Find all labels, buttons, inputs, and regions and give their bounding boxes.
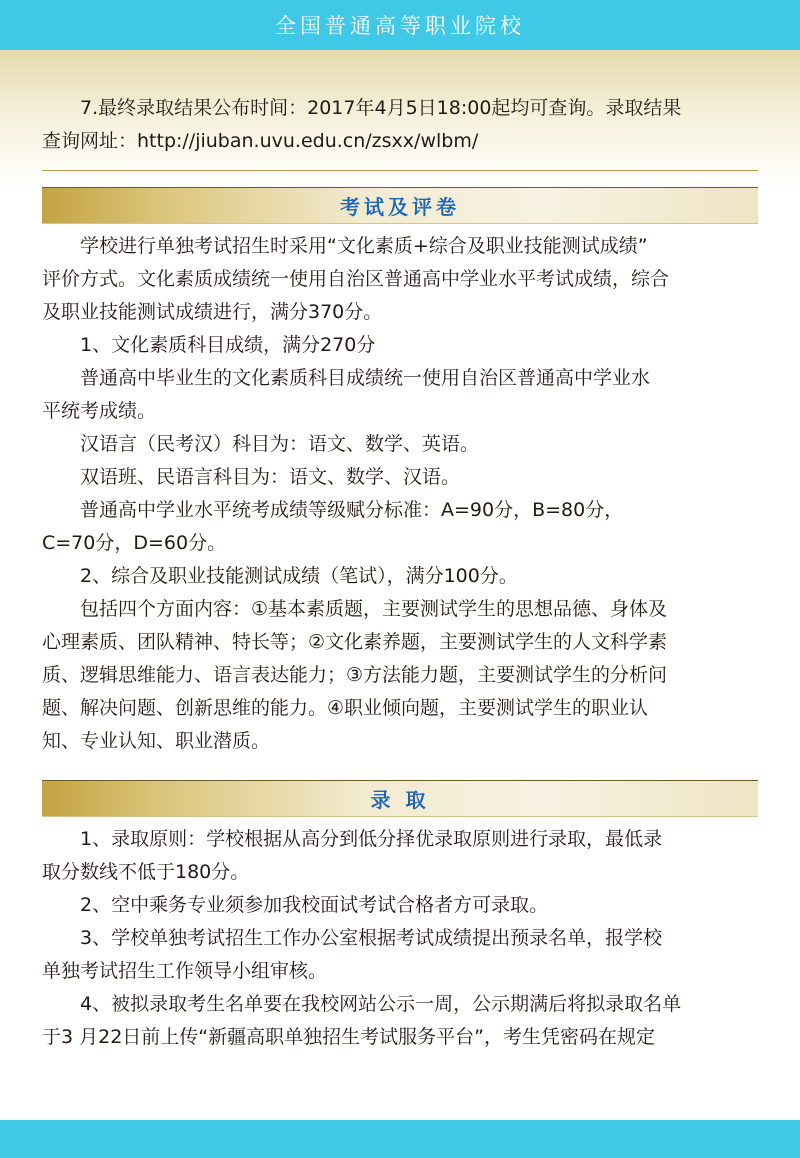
section-header-exam xyxy=(42,187,758,224)
divider xyxy=(42,170,758,171)
bottom-banner xyxy=(0,1120,800,1158)
banner-title: 全国普通高等职业院校 xyxy=(275,14,525,38)
section-title: 录 取 xyxy=(370,788,430,812)
paragraph-line: 于3 月22日前上传“新疆高职单独招生考试服务平台”，考生凭密码在规定 xyxy=(42,1026,655,1048)
paragraph-line: 知、专业认知、职业潜质。 xyxy=(42,730,271,752)
paragraph-line: 双语班、民语言科目为：语文、数学、汉语。 xyxy=(80,466,461,488)
document-body xyxy=(42,92,762,1054)
paragraph-line: C=70分，D=60分。 xyxy=(42,532,227,554)
paragraph-line: 平统考成绩。 xyxy=(42,400,157,422)
paragraph-line: 题、解决问题、创新思维的能力。④职业倾向题，主要测试学生的职业认 xyxy=(42,697,649,719)
paragraph-line: 取分数线不低于180分。 xyxy=(42,861,250,883)
section-body-admission xyxy=(42,823,762,1054)
paragraph-line: 2、空中乘务专业须参加我校面试考试合格者方可录取。 xyxy=(80,894,549,916)
section-title: 考试及评卷 xyxy=(340,195,460,219)
paragraph-line: 单独考试招生工作领导小组审核。 xyxy=(42,960,328,982)
paragraph-line: 质、逻辑思维能力、语言表达能力；③方法能力题，主要测试学生的分析问 xyxy=(42,664,668,686)
section-header-admission xyxy=(42,780,758,817)
paragraph-line: 普通高中学业水平统考成绩等级赋分标准：A=90分，B=80分， xyxy=(80,499,624,521)
paragraph-line: 汉语言（民考汉）科目为：语文、数学、英语。 xyxy=(80,433,480,455)
intro-line: 查询网址：http://jiuban.uvu.edu.cn/zsxx/wlbm/ xyxy=(42,130,479,152)
paragraph-line: 2、综合及职业技能测试成绩（笔试），满分100分。 xyxy=(80,565,518,587)
paragraph-line: 及职业技能测试成绩进行，满分370分。 xyxy=(42,301,383,323)
paragraph-line: 普通高中毕业生的文化素质科目成绩统一使用自治区普通高中学业水 xyxy=(80,367,651,389)
top-banner xyxy=(0,0,800,50)
paragraph-line: 学校进行单独考试招生时采用“文化素质+综合及职业技能测试成绩” xyxy=(80,235,648,257)
paragraph-line: 3、学校单独考试招生工作办公室根据考试成绩提出预录名单，报学校 xyxy=(80,927,663,949)
intro-line: 7.最终录取结果公布时间：2017年4月5日18:00起均可查询。录取结果 xyxy=(80,97,682,119)
paragraph-line: 1、录取原则：学校根据从高分到低分择优录取原则进行录取，最低录 xyxy=(80,828,663,850)
paragraph-line: 评价方式。文化素质成绩统一使用自治区普通高中学业水平考试成绩，综合 xyxy=(42,268,670,290)
section-body-exam xyxy=(42,230,762,758)
paragraph-line: 1、文化素质科目成绩，满分270分 xyxy=(80,334,376,356)
paragraph-line: 心理素质、团队精神、特长等；②文化素养题，主要测试学生的人文科学素 xyxy=(42,631,668,653)
paragraph-line: 4、被拟录取考生名单要在我校网站公示一周，公示期满后将拟录取名单 xyxy=(80,993,682,1015)
paragraph-line: 包括四个方面内容：①基本素质题，主要测试学生的思想品德、身体及 xyxy=(80,598,668,620)
